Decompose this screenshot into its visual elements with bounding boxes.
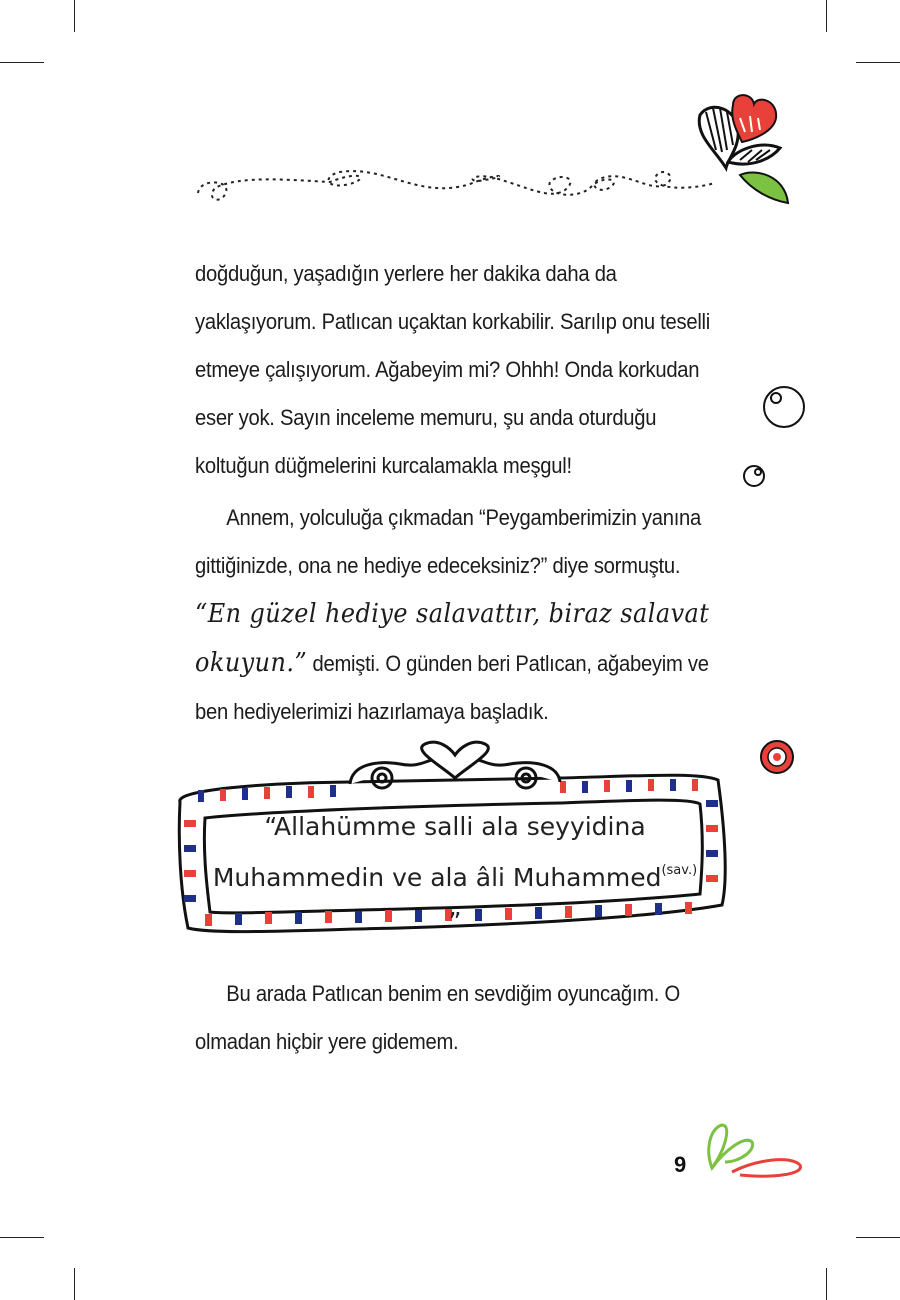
bubble-ornament [744,387,804,486]
green-swirl-ornament [709,1125,801,1176]
paragraph-text [195,494,710,736]
dotted-swirl-ornament [198,171,715,200]
body-paragraph-3 [195,970,710,1066]
frame-line-2-text: Muhammedin ve ala âli Muhammed [212,863,662,892]
frame-sav-superscript: (sav.) [661,863,698,878]
body-paragraph-1 [195,250,710,490]
body-paragraph-2 [195,494,710,736]
frame-line-1: “Allahümme salli ala seyyidina [264,812,646,841]
red-ring-ornament [761,741,793,773]
paragraph-text-start: Annem, yolculuğa çıkmadan “Peygamberimizin yanına gittiğinizde, ona ne hediye edeceksiniz?” diye sormuştu. [195,505,702,578]
paragraph-text: Bu arada Patlıcan benim en sevdiğim oyuncağım. O olmadan hiçbir yere gidemem. [195,981,680,1054]
handwritten-quote: “En güzel hediye salavattır, biraz salavat okuyun.” [195,599,710,678]
frame-line-2 [210,849,700,944]
heart-flower-ornament [699,95,788,203]
paragraph-text-end: demişti. O günden beri Patlıcan, ağabeyim ve ben hediyelerimizi hazırlamaya başladık. [195,651,709,724]
paragraph-text: doğduğun, yaşadığın yerlere her dakika daha da yaklaşıyorum. Patlıcan uçaktan korkabilir. Sarılıp onu teselli etmeye çalışıyorum. Ağabeyim mi? Ohhh! Onda korkudan eser yok. Sayın inceleme memuru, şu anda oturduğu koltuğun düğmelerini kurcalamakla meşgul! [195,261,711,478]
salavat-frame-text [210,805,700,944]
frame-close-quote: ” [448,907,462,936]
page-number: 9 [674,1152,687,1177]
